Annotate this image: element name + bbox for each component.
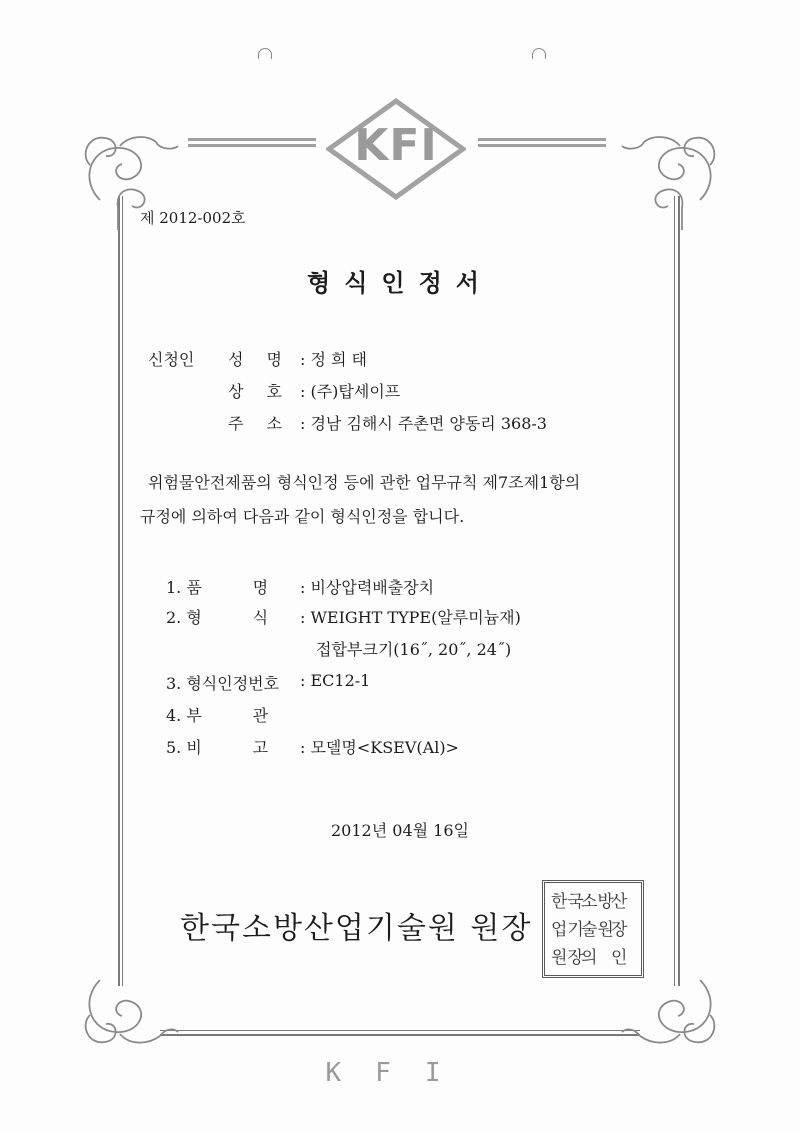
company-value: : (주)탑세이프 (300, 382, 401, 401)
item-3-value: : EC12-1 (300, 671, 371, 690)
header-rule-left (188, 138, 316, 150)
item-3-label: 3. 형식인정번호 (166, 674, 280, 693)
document-number: 제 2012-002호 (140, 209, 246, 227)
item-5-value: : 모델명<KSEV(Al)> (300, 738, 459, 757)
ornament-top-right (620, 120, 730, 230)
item-2-value-line2: 접합부크기(16˝, 20˝, 24˝) (316, 640, 512, 659)
issuer-name: 한국소방산업기술원 원장 (180, 911, 533, 946)
kfi-logo-text: KFI (354, 120, 438, 171)
page-title: 형식인정서 (307, 268, 493, 297)
official-seal-stamp: 한국 소방 산 업기 술원 장 원장 의 인 (542, 880, 644, 978)
applicant-group-label: 신청인 (148, 350, 195, 369)
name-label: 성 명 (228, 350, 282, 369)
binder-hole-left (258, 48, 272, 59)
address-label: 주 소 (228, 414, 282, 433)
issue-date: 2012년 04월 16일 (331, 821, 469, 840)
name-value: : 정 희 태 (300, 350, 368, 369)
statement (140, 466, 660, 534)
address-value: : 경남 김해시 주촌면 양동리 368-3 (300, 414, 547, 433)
kfi-logo (326, 98, 466, 200)
binder-hole-right (532, 48, 546, 59)
item-2-value: : WEIGHT TYPE(알루미늄재) (300, 608, 521, 627)
company-label: 상 호 (228, 382, 282, 401)
header-rule-right (478, 138, 606, 150)
statement-line-2: 규정에 의하여 다음과 같이 형식인정을 합니다. (140, 507, 465, 526)
item-1-value: : 비상압력배출장치 (300, 578, 435, 597)
footer-kfi-mark: KFI (325, 1058, 475, 1088)
ornament-bottom-left (70, 960, 180, 1060)
item-4-label: 4. 부 관 (166, 706, 269, 725)
item-5-label: 5. 비 고 (166, 738, 269, 757)
item-1-label: 1. 품 명 (166, 578, 269, 597)
item-2-label: 2. 형 식 (166, 608, 269, 627)
statement-line-1: 위험물안전제품의 형식인정 등에 관한 업무규칙 제7조제1항의 (148, 473, 581, 492)
